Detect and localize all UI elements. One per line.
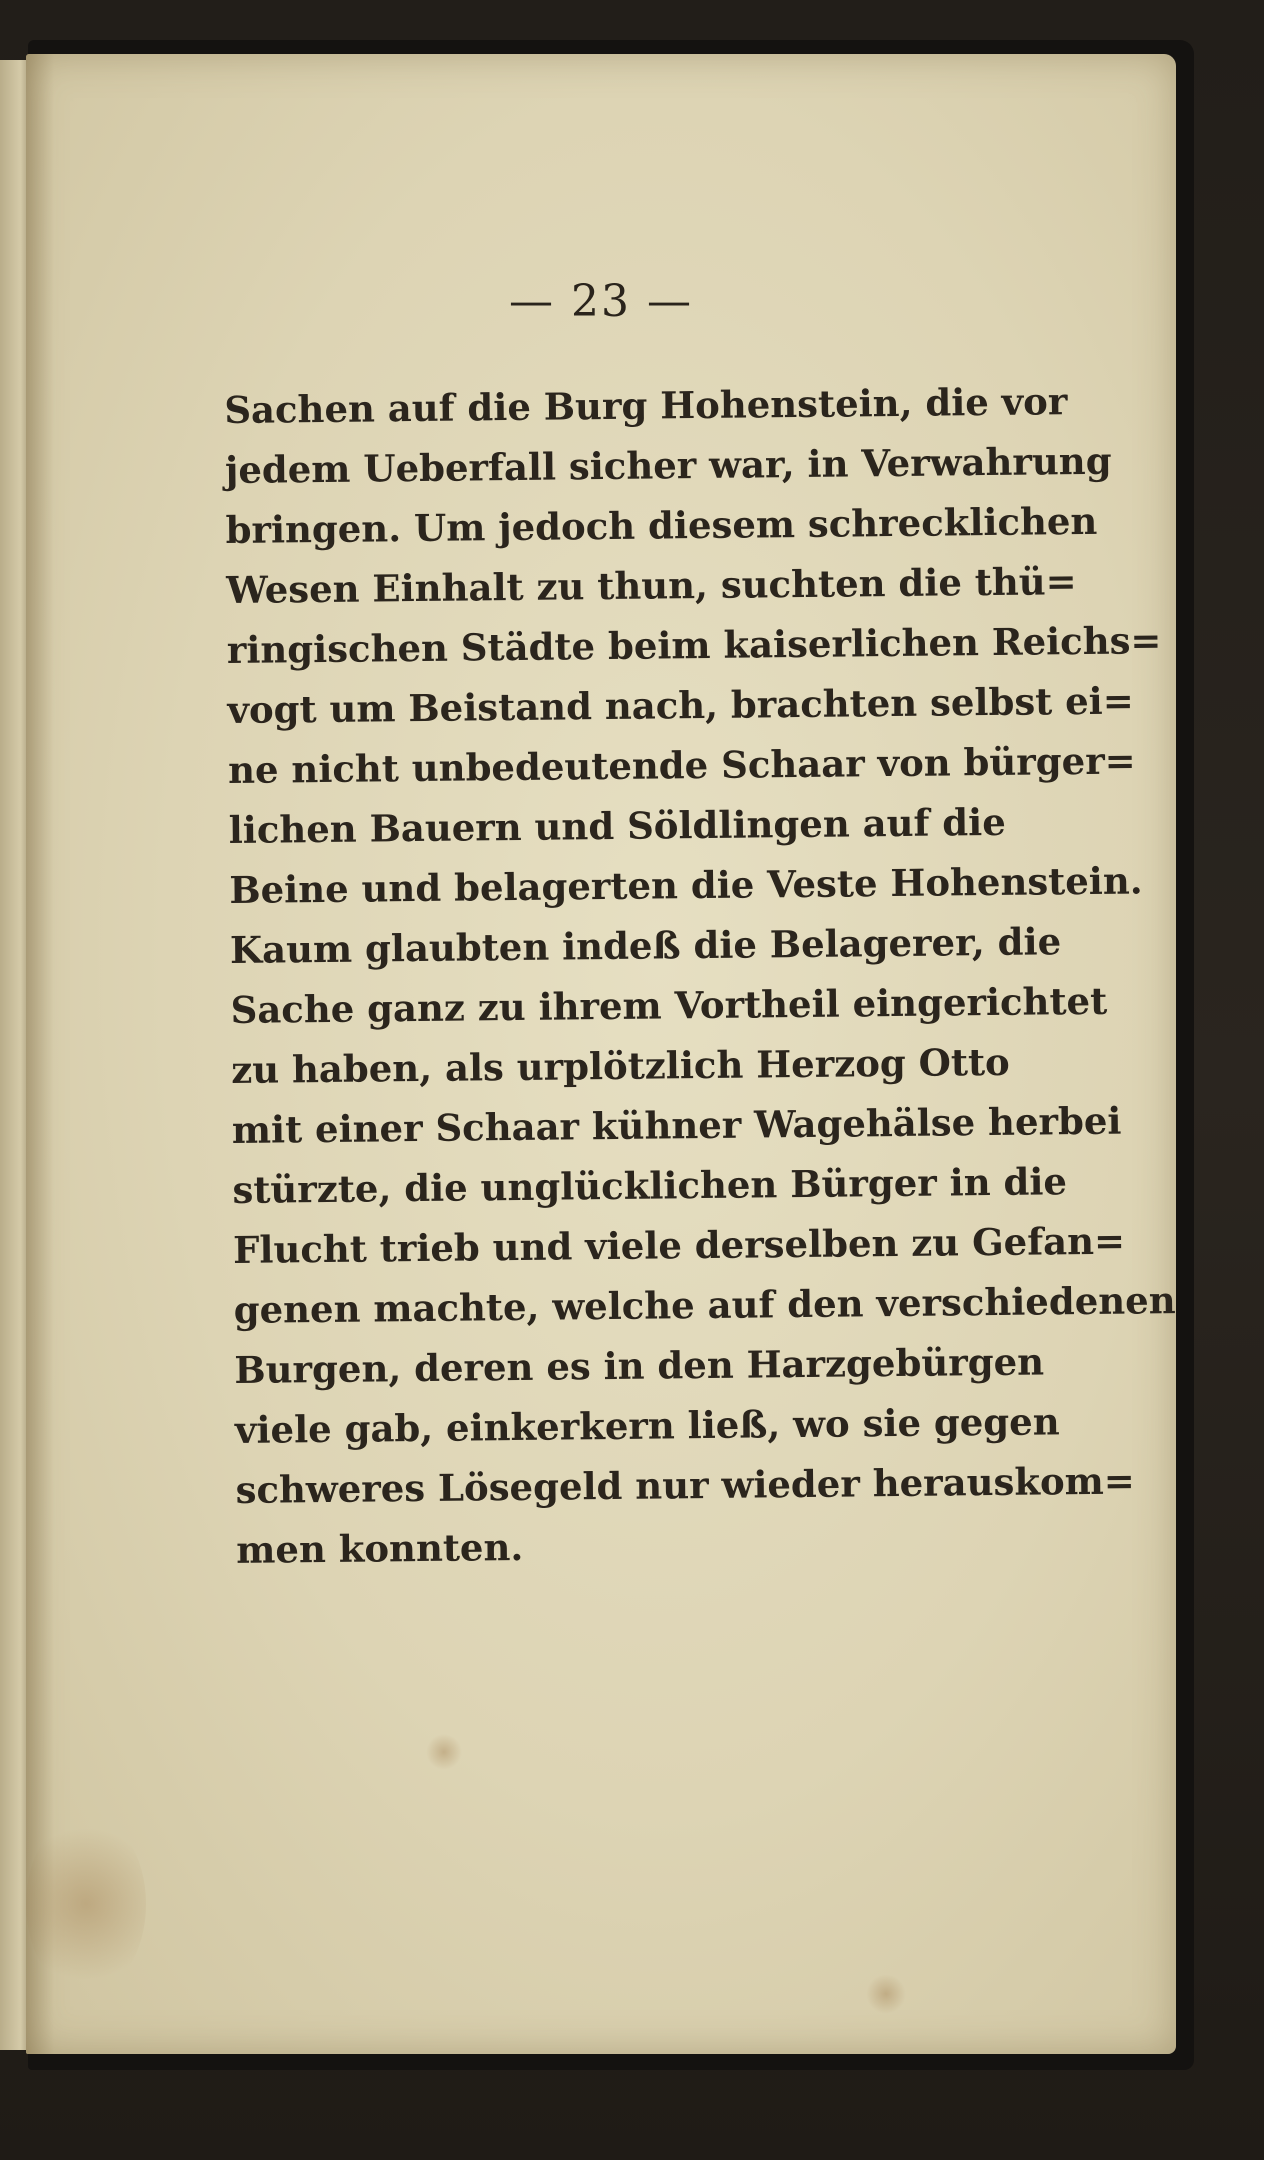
- text-line: ringischen Städte beim kaiserlichen Reichs=: [226, 618, 1162, 672]
- water-stain: [26, 1814, 146, 1994]
- page-number: — 23 —: [509, 276, 693, 327]
- text-line: genen machte, welche auf den verschiedenen: [233, 1278, 1176, 1332]
- text-line: vogt um Beistand nach, brachten selbst ei=: [227, 678, 1134, 732]
- text-line: stürzte, die unglücklichen Bürger in die: [232, 1159, 1068, 1212]
- body-text: [224, 372, 1176, 1580]
- foxing-spot: [426, 1734, 462, 1770]
- text-line: Wesen Einhalt zu thun, suchten die thü=: [225, 559, 1077, 612]
- text-line: Sachen auf die Burg Hohenstein, die vor: [224, 379, 1068, 432]
- text-line: ne nicht unbedeutende Schaar von bürger=: [227, 738, 1136, 792]
- text-line: mit einer Schaar kühner Wagehälse herbei: [231, 1098, 1122, 1152]
- book-page: [26, 54, 1176, 2054]
- text-line: viele gab, einkerkern ließ, wo sie gegen: [234, 1399, 1060, 1452]
- text-line: Burgen, deren es in den Harzgebürgen: [234, 1339, 1045, 1392]
- text-line: Flucht trieb und viele derselben zu Gefan=: [232, 1218, 1126, 1272]
- text-line: zu haben, als urplötzlich Herzog Otto: [230, 1039, 1010, 1092]
- text-line: schweres Lösegeld nur wieder herauskom=: [235, 1458, 1136, 1512]
- text-line: bringen. Um jedoch diesem schrecklichen: [225, 498, 1098, 552]
- foxing-spot: [866, 1974, 906, 2014]
- text-line: lichen Bauern und Söldlingen auf die: [228, 799, 1006, 852]
- text-line: Beine und belagerten die Veste Hohenstein.: [229, 858, 1143, 912]
- text-line: Sache ganz zu ihrem Vortheil eingerichtet: [230, 978, 1108, 1032]
- text-line: jedem Ueberfall sicher war, in Verwahrung: [224, 438, 1112, 492]
- text-line: Kaum glaubten indeß die Belagerer, die: [229, 919, 1062, 972]
- text-line: men konnten.: [236, 1524, 524, 1572]
